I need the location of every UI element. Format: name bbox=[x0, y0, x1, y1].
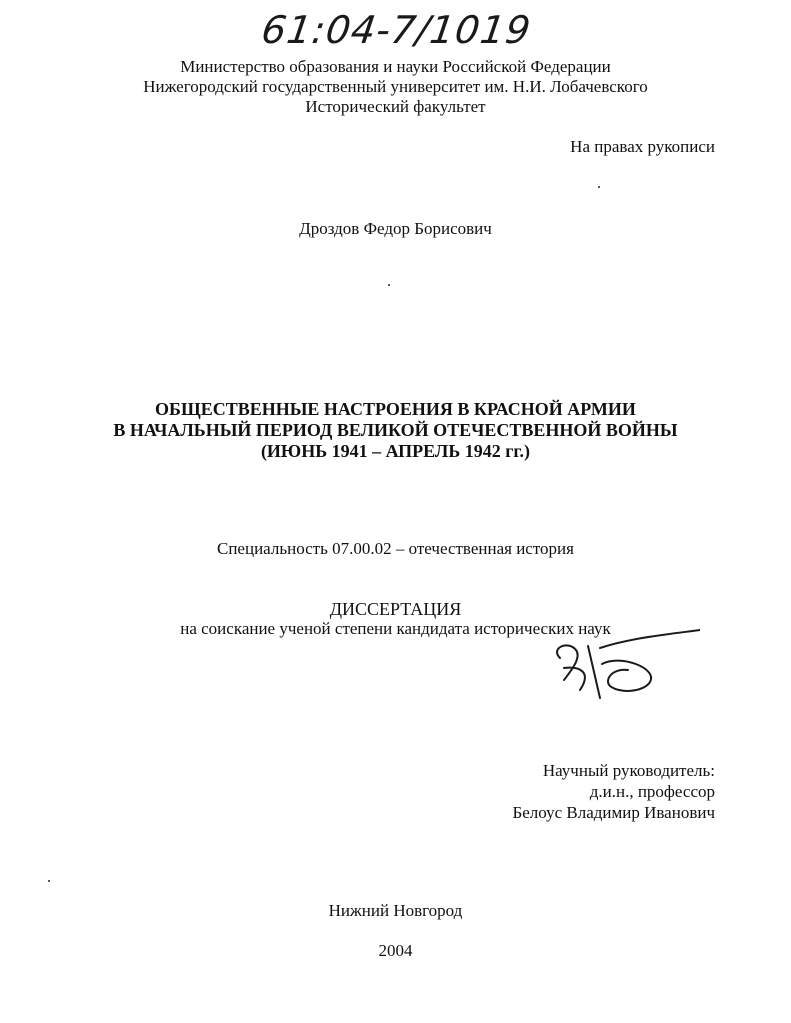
faculty-line: Исторический факультет bbox=[305, 97, 486, 116]
title-line-3: (ИЮНЬ 1941 – АПРЕЛЬ 1942 гг.) bbox=[260, 441, 531, 461]
title-line-1: ОБЩЕСТВЕННЫЕ НАСТРОЕНИЯ В КРАСНОЙ АРМИИ bbox=[155, 399, 636, 419]
scan-speck bbox=[598, 186, 600, 188]
scan-speck bbox=[388, 284, 390, 286]
supervisor-name: Белоус Владимир Иванович bbox=[512, 803, 715, 822]
manuscript-rights: На правах рукописи bbox=[570, 137, 715, 156]
title-line-2: В НАЧАЛЬНЫЙ ПЕРИОД ВЕЛИКОЙ ОТЕЧЕСТВЕННОЙ ВОЙНЫ bbox=[113, 420, 678, 440]
scan-speck bbox=[48, 880, 50, 882]
degree-line: на соискание ученой степени кандидата исторических наук bbox=[180, 619, 611, 638]
author-name: Дроздов Федор Борисович bbox=[299, 219, 492, 238]
signature-icon bbox=[540, 628, 700, 708]
city: Нижний Новгород bbox=[328, 901, 463, 920]
supervisor-degree: д.и.н., профессор bbox=[589, 782, 715, 801]
supervisor-label: Научный руководитель: bbox=[542, 761, 715, 780]
university-line: Нижегородский государственный университет им. Н.И. Лобачевского bbox=[143, 77, 648, 96]
archive-number-handwritten: 61:04-7/1019 bbox=[258, 8, 535, 52]
ministry-line: Министерство образования и науки Российской Федерации bbox=[180, 57, 611, 76]
year: 2004 bbox=[378, 941, 413, 960]
specialty-line: Специальность 07.00.02 – отечественная история bbox=[217, 539, 574, 558]
dissertation-label: ДИССЕРТАЦИЯ bbox=[329, 599, 462, 619]
